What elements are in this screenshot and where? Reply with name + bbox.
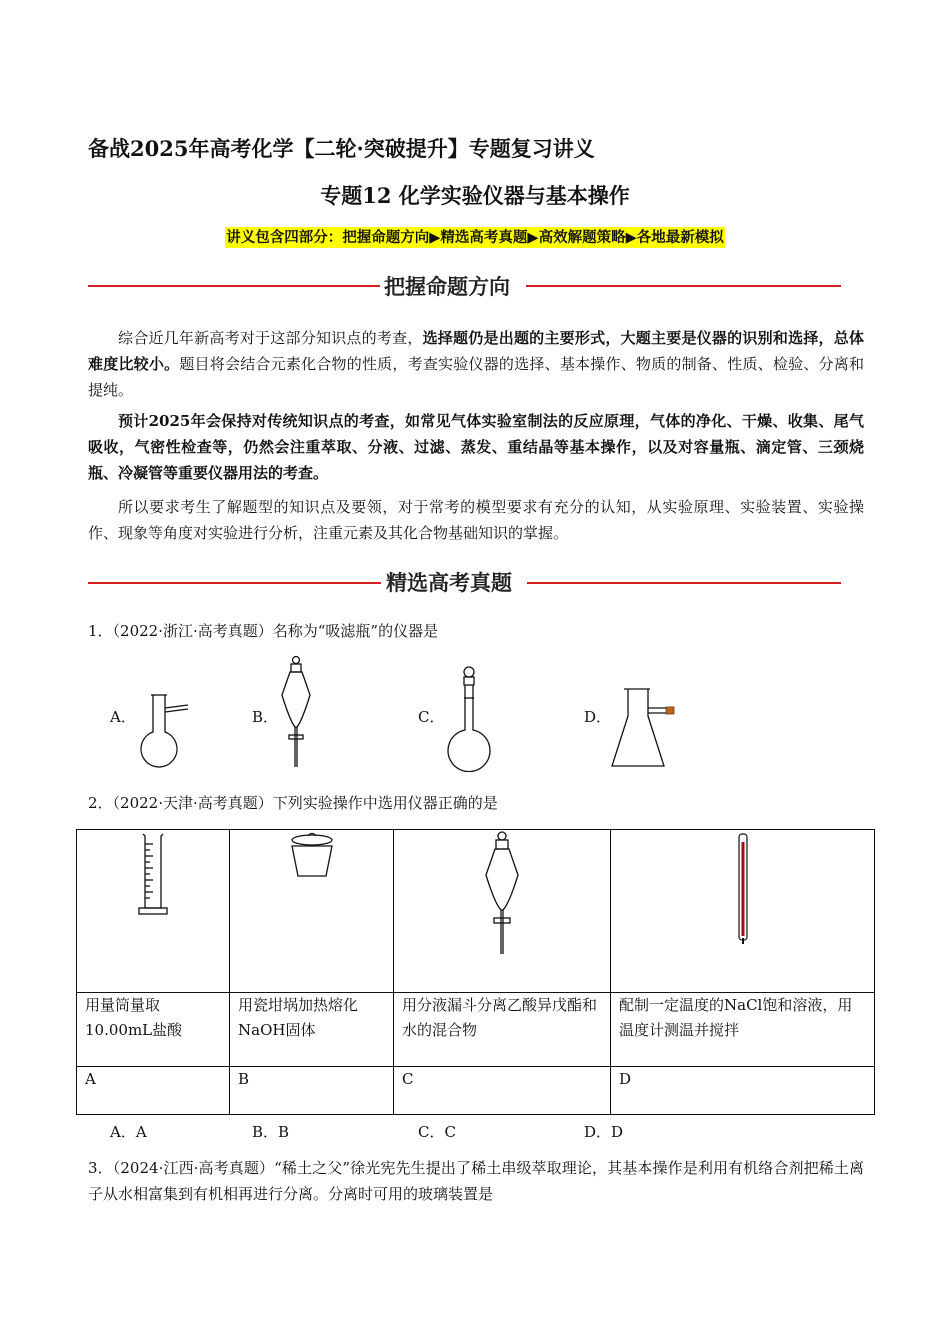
table-row — [77, 830, 875, 993]
volumetric-flask-icon — [443, 660, 495, 772]
question-2-stem: 2．（2022·天津·高考真题）下列实验操作中选用仪器正确的是 — [88, 794, 498, 812]
question-3-stem: 3．（2024·江西·高考真题）“稀土之父”徐光宪先生提出了稀土串级萃取理论，其基本操作是利用有机络合剂把稀土离子从水相富集到有机相再进行分离。分离时可用的玻璃装置是 — [88, 1159, 864, 1203]
table-cell: 用瓷坩埚加热熔化NaOH固体 — [230, 993, 394, 1067]
section-heading: 精选高考真题 — [386, 571, 512, 595]
distillation-flask-icon — [136, 692, 192, 774]
section-rule-right — [527, 582, 841, 584]
suction-flask-icon — [608, 686, 684, 772]
table-cell: C — [394, 1067, 611, 1115]
q1-option-d-label: D． — [584, 708, 612, 726]
paragraph-overview — [88, 325, 864, 403]
table-cell: D — [611, 1067, 875, 1115]
paragraph-forecast — [88, 408, 864, 486]
table-cell — [230, 830, 394, 993]
paragraph-overview-emphasis: 选择题仍是出题的主要形式，大题主要是仪器的识别和选择，总体难度比较小。 — [88, 329, 864, 373]
graduated-cylinder-icon — [133, 830, 173, 920]
q1-option-c-label: C． — [418, 708, 445, 726]
table-row — [77, 1067, 875, 1115]
q1-option-b-label: B． — [252, 708, 279, 726]
paragraph-overview-text: 综合近几年新高考对于这部分知识点的考查， — [118, 329, 423, 347]
paragraph-forecast-text: 预计2025年会保持对传统知识点的考查，如常见气体实验室制法的反应原理，气体的净化、干燥、收集、尾气吸收，气密性检查等，仍然会注重萃取、分液、过滤、蒸发、重结晶等基本操作，以及对容量瓶、滴定管、三颈烧瓶、冷凝管等重要仪器用法的考查。 — [88, 412, 864, 482]
separatory-funnel-icon — [480, 830, 524, 958]
table-cell: 用分液漏斗分离乙酸异戊酯和水的混合物 — [394, 993, 611, 1067]
table-cell — [77, 830, 230, 993]
section-rule-left — [88, 582, 381, 584]
section-rule-left — [88, 285, 380, 287]
q2-answer-b: B．B — [252, 1123, 290, 1141]
question-2-table — [76, 829, 875, 1115]
section-heading: 把握命题方向 — [384, 275, 510, 299]
q2-answer-a: A．A — [110, 1123, 147, 1141]
paragraph-overview-text-end: 题目将会结合元素化合物的性质，考查实验仪器的选择、基本操作、物质的制备、性质、检验、分离和提纯。 — [88, 355, 864, 399]
outline-highlight: 讲义包含四部分：把握命题方向▶精选高考真题▶高效解题策略▶各地最新模拟 — [226, 229, 724, 246]
q2-answer-c: C．C — [418, 1123, 456, 1141]
table-cell: 用量筒量取10.00mL盐酸 — [77, 993, 230, 1067]
thermometer-icon — [733, 830, 753, 946]
document-title: 备战2025年高考化学【二轮·突破提升】专题复习讲义 — [88, 136, 595, 161]
paragraph-advice-text: 所以要求考生了解题型的知识点及要领，对于常考的模型要求有充分的认知，从实验原理、实验装置、实验操作、现象等角度对实验进行分析，注重元素及其化合物基础知识的掌握。 — [88, 498, 864, 542]
question-1-stem: 1．（2022·浙江·高考真题）名称为“吸滤瓶”的仪器是 — [88, 622, 439, 640]
crucible-icon — [286, 830, 338, 882]
outline-banner — [0, 226, 950, 247]
table-cell — [394, 830, 611, 993]
table-cell: 配制一定温度的NaCl饱和溶液，用温度计测温并搅拌 — [611, 993, 875, 1067]
table-row — [77, 993, 875, 1067]
q2-answer-d: D．D — [584, 1123, 624, 1141]
table-cell: B — [230, 1067, 394, 1115]
q1-option-a-label: A． — [110, 708, 136, 726]
separatory-funnel-icon — [276, 655, 316, 771]
table-cell: A — [77, 1067, 230, 1115]
topic-title: 专题12 化学实验仪器与基本操作 — [320, 183, 630, 208]
section-rule-right — [526, 285, 841, 287]
table-cell — [611, 830, 875, 993]
paragraph-advice — [88, 494, 864, 546]
